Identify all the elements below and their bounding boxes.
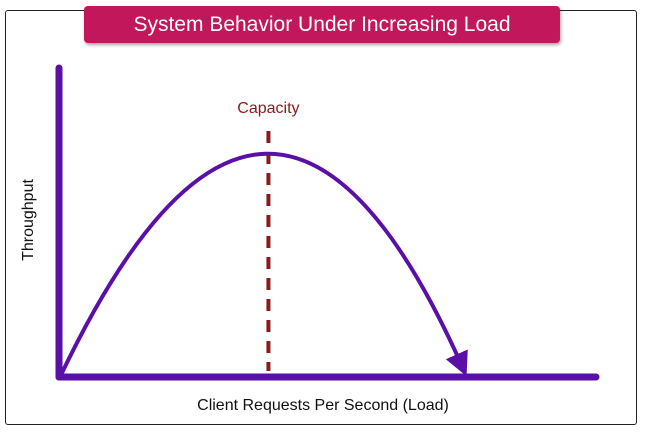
chart-title: System Behavior Under Increasing Load	[133, 12, 511, 36]
throughput-curve	[60, 154, 462, 377]
y-axis-label: Throughput	[20, 179, 37, 261]
capacity-label: Capacity	[237, 100, 300, 117]
x-axis-label: Client Requests Per Second (Load)	[197, 397, 449, 414]
